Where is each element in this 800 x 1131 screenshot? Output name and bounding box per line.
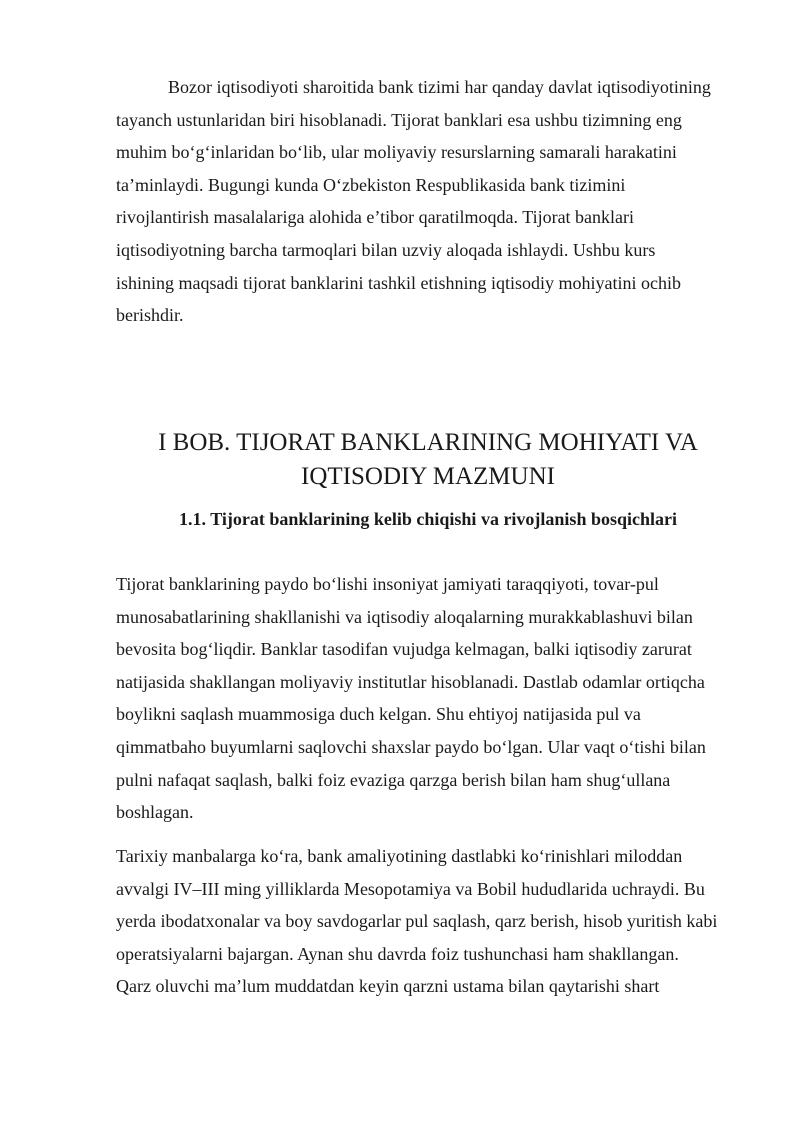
body-line: Tarixiy manbalarga ko‘ra, bank amaliyotining dastlabki ko‘rinishlari miloddan xyxy=(116,846,683,866)
body-line: Tijorat banklarining paydo bo‘lishi insoniyat jamiyati taraqqiyoti, tovar-pul xyxy=(116,574,659,594)
body-line: yerda ibodatxonalar va boy savdogarlar pul saqlash, qarz berish, hisob yuritish kabi xyxy=(116,911,718,932)
intro-line: rivojlantirish masalalariga alohida e’tibor qaratilmoqda. Tijorat banklari xyxy=(116,207,635,228)
intro-line: Bozor iqtisodiyoti sharoitida bank tizimi har qanday davlat iqtisodiyotining xyxy=(168,77,711,97)
section-title: 1.1. Tijorat banklarining kelib chiqishi va rivojlanish bosqichlari xyxy=(179,509,677,529)
body-line: boshlagan. xyxy=(116,802,194,823)
body-line: avvalgi IV–III ming yilliklarda Mesopotamiya va Bobil hududlarida uchraydi. Bu xyxy=(116,878,705,899)
intro-line: berishdir. xyxy=(116,305,184,326)
intro-line: ta’minlaydi. Bugungi kunda O‘zbekiston Respublikasida bank tizimini xyxy=(116,174,626,195)
body-line: Qarz oluvchi ma’lum muddatdan keyin qarzni ustama bilan qaytarishi shart xyxy=(116,976,660,997)
intro-line: tayanch ustunlaridan biri hisoblanadi. Tijorat banklari esa ushbu tizimning eng xyxy=(116,109,682,130)
chapter-title-line: IQTISODIY MAZMUNI xyxy=(301,463,555,490)
chapter-title-line: I BOB. TIJORAT BANKLARINING MOHIYATI VA xyxy=(158,429,698,456)
intro-paragraph xyxy=(116,71,746,332)
body-line: natijasida shakllangan moliyaviy institutlar hisoblanadi. Dastlab odamlar ortiqcha xyxy=(116,671,705,692)
chapter-title xyxy=(60,426,796,494)
intro-line: ishining maqsadi tijorat banklarini tashkil etishning iqtisodiy mohiyatini ochib xyxy=(116,272,681,293)
body-line: operatsiyalarni bajargan. Aynan shu davrda foiz tushunchasi ham shakllangan. xyxy=(116,943,679,964)
body-line: boylikni saqlash muammosiga duch kelgan. Shu ehtiyoj natijasida pul va xyxy=(116,704,641,725)
body-paragraph-1 xyxy=(116,568,746,829)
body-line: pulni nafaqat saqlash, balki foiz evaziga qarzga berish bilan ham shug‘ullana xyxy=(116,769,671,790)
body-line: qimmatbaho buyumlarni saqlovchi shaxslar paydo bo‘lgan. Ular vaqt o‘tishi bilan xyxy=(116,736,706,757)
body-line: bevosita bog‘liqdir. Banklar tasodifan vujudga kelmagan, balki iqtisodiy zarurat xyxy=(116,639,692,660)
body-paragraph-2 xyxy=(116,840,746,1003)
intro-line: iqtisodiyotning barcha tarmoqlari bilan uzviy aloqada ishlaydi. Ushbu kurs xyxy=(116,239,656,260)
body-line: munosabatlarining shakllanishi va iqtisodiy aloqalarning murakkablashuvi bilan xyxy=(116,606,693,627)
intro-line: muhim bo‘g‘inlaridan bo‘lib, ular moliyaviy resurslarning samarali harakatini xyxy=(116,142,677,163)
